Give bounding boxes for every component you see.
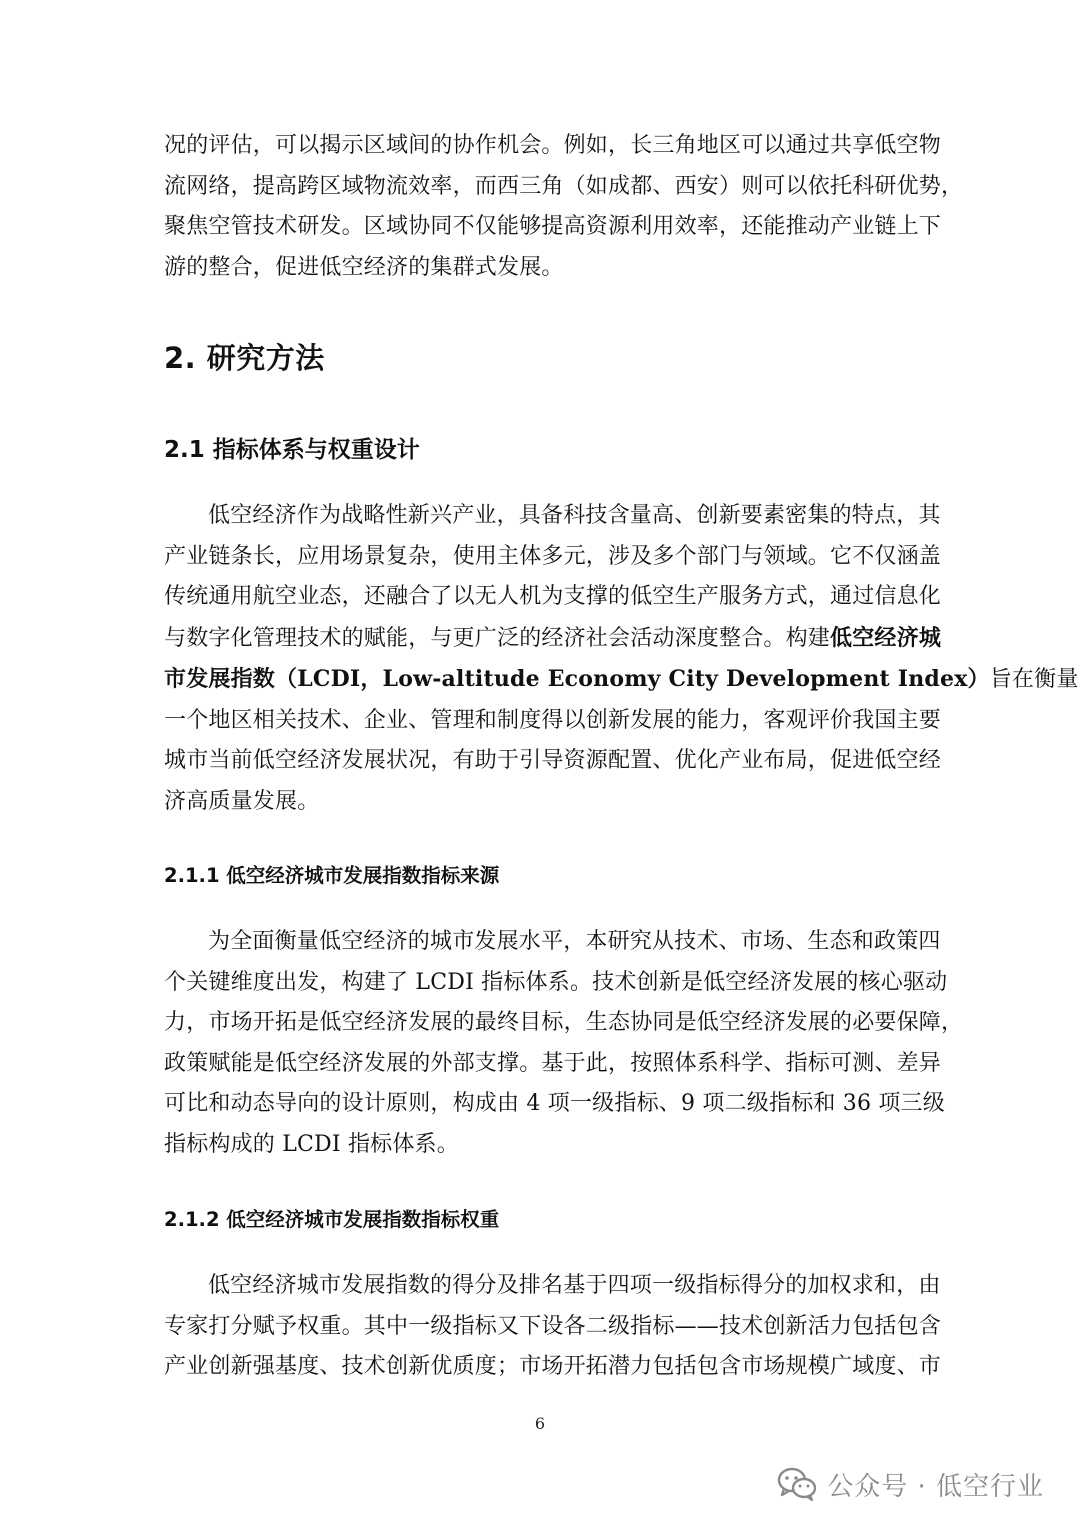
s21-line-7: 城市当前低空经济发展状况，有助于引导资源配置、优化产业布局，促进低空经 (164, 748, 942, 773)
wechat-icon (777, 1467, 817, 1501)
s21-line-3: 传统通用航空业态，还融合了以无人机为支撑的低空生产服务方式，通过信息化 (164, 584, 942, 609)
lcdi-term-bold-end: 市发展指数（LCDI，Low-altitude Economy City Development Index） (164, 666, 990, 692)
s21-line-2: 产业链条长，应用场景复杂，使用主体多元，涉及多个部门与领域。它不仅涵盖 (164, 543, 942, 569)
s211-line-4: 政策赋能是低空经济发展的外部支撑。基于此，按照体系科学、指标可测、差异 (164, 1050, 942, 1076)
intro-line-4: 游的整合，促进低空经济的集群式发展。 (164, 254, 564, 280)
section-2-1-2-heading: 2.1.2 低空经济城市发展指数指标权重 (164, 1208, 500, 1231)
s21-line-5-plain: 旨在衡量 (989, 667, 1079, 692)
watermark-text: 公众号 · 低空行业 (827, 1471, 1044, 1502)
section-2-1-1-heading: 2.1.1 低空经济城市发展指数指标来源 (164, 864, 500, 887)
s21-line-5 (164, 659, 1079, 701)
s21-line-4-plain: 与数字化管理技术的赋能，与更广泛的经济社会活动深度整合。构建 (164, 625, 831, 651)
s21-line-6: 一个地区相关技术、企业、管理和制度得以创新发展的能力，客观评价我国主要 (164, 707, 942, 733)
s21-line-4 (164, 618, 942, 660)
s211-line-3: 力，市场开拓是低空经济发展的最终目标，生态协同是低空经济发展的必要保障， (164, 1010, 964, 1035)
intro-paragraph (164, 126, 964, 288)
s21-line-8: 济高质量发展。 (164, 788, 320, 814)
s212-line-1: 低空经济城市发展指数的得分及排名基于四项一级指标得分的加权求和，由 (208, 1273, 941, 1298)
section-2-1-heading: 2.1 指标体系与权重设计 (164, 437, 420, 463)
s212-line-2: 专家打分赋予权重。其中一级指标又下设各二级指标——技术创新活力包括包含 (164, 1313, 942, 1339)
section-2-1-2-paragraph (164, 1266, 942, 1388)
watermark (777, 1462, 1044, 1506)
section-2-heading: 2. 研究方法 (164, 341, 325, 375)
s211-line-2: 个关键维度出发，构建了 LCDI 指标体系。技术创新是低空经济发展的核心驱动 (164, 969, 948, 995)
s212-line-3: 产业创新强基度、技术创新优质度；市场开拓潜力包括包含市场规模广域度、市 (164, 1354, 942, 1379)
intro-line-3: 聚焦空管技术研发。区域协同不仅能够提高资源利用效率，还能推动产业链上下 (164, 214, 942, 239)
section-2-1-paragraph (164, 496, 1079, 822)
s211-line-1: 为全面衡量低空经济的城市发展水平，本研究从技术、市场、生态和政策四 (208, 929, 941, 954)
s21-line-1: 低空经济作为战略性新兴产业，具备科技含量高、创新要素密集的特点，其 (208, 503, 941, 528)
page-number: 6 (534, 1414, 546, 1433)
s211-line-6: 指标构成的 LCDI 指标体系。 (164, 1131, 459, 1157)
s211-line-5: 可比和动态导向的设计原则，构成由 4 项一级指标、9 项二级指标和 36 项三级 (164, 1091, 945, 1116)
section-2-1-1-paragraph (164, 922, 964, 1165)
intro-line-1: 况的评估，可以揭示区域间的协作机会。例如，长三角地区可以通过共享低空物 (164, 133, 942, 158)
intro-line-2: 流网络，提高跨区域物流效率，而西三角（如成都、西安）则可以依托科研优势， (164, 173, 964, 199)
lcdi-term-bold-start: 低空经济城 (830, 624, 942, 651)
